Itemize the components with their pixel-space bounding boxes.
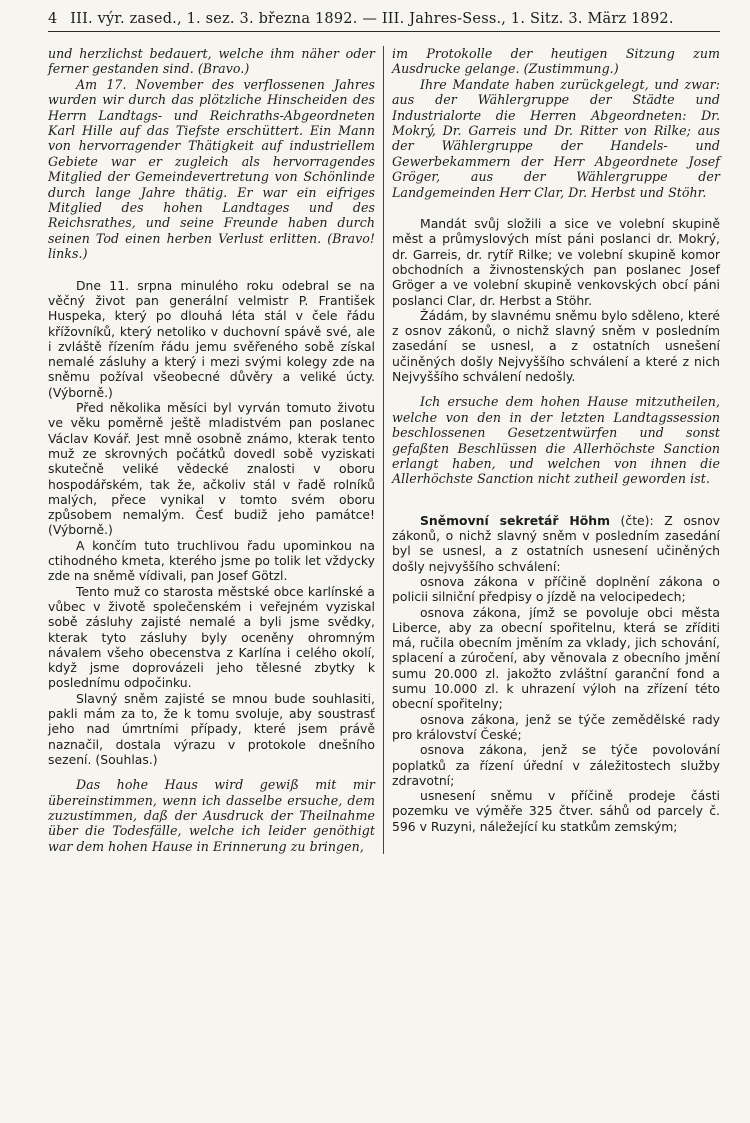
page-number: 4 (48, 11, 58, 27)
two-column-body (48, 46, 720, 854)
speaker-name: Sněmovní sekretář Höhm (420, 512, 611, 528)
left-column-paragraph: A končím tuto truchlivou řadu upominkou na ctihodného kmeta, kterého jsme po tolik let vždycky zde na sněmě vídivali, pan Josef Götzl. (48, 537, 375, 584)
left-column-paragraph: Das hohe Haus wird gewiß mit mir übereinstimmen, wenn ich dasselbe ersuche, dem zuzustimmen, daß der Ausdruck der Theilnahme über die Todesfälle, welche ich leider genöthigt war dem hohen Hause in Erinnerung zu bringen, (48, 777, 375, 854)
left-column-paragraph: und herzlichst bedauert, welche ihm näher oder ferner gestanden sind. (Bravo.) (48, 46, 375, 77)
right-column-paragraph: usnesení sněmu v příčině prodeje části pozemku ve výměře 325 čtver. sáhů od parcely č. 596 v Ruzyni, náležející ku statkům zemským; (392, 788, 720, 834)
right-column-paragraph (392, 513, 720, 574)
right-column-paragraph: osnova zákona, jenž se týče povolování poplatků za řízení úřední v záležitostech služby zdravotní; (392, 742, 720, 788)
right-column-paragraph: osnova zákona, jenž se týče zemědělské rady pro království České; (392, 711, 720, 742)
right-column-paragraph: Mandát svůj složili a sice ve volební skupině měst a průmyslových míst páni poslanci dr. Mokrý, dr. Garreis, dr. rytíř Rilke; ve volební skupině komor obchodních a živnostenských pan poslanec Josef Gröger a ve volební skupině venkovských obcí páni poslanci Clar, dr. Herbst a Stöhr. (392, 216, 720, 308)
right-column-paragraph: Ich ersuche dem hohen Hause mitzutheilen, welche von den in der letzten Landtagssession beschlossenen Gesetzentwürfen und sonst gefaßten Beschlüssen die Allerhöchste Sanction erlangt haben, und welchen von ihnen die Allerhöchste Sanction nicht zutheil geworden ist. (392, 394, 720, 487)
left-column-paragraph: Dne 11. srpna minulého roku odebral se na věčný život pan generální velmistr P. František Huspeka, který po dlouhá léta stál v čele řádu křížovníků, který netoliko v duchovní spávě své, ale i zvláště řízením řádu jemu svěřeného sobě získal nemalé zásluhy a který i mezi svými kolegy zde na sněmu požíval všeobecné důvěry a veliké úcty. (Výborně.) (48, 277, 375, 400)
running-head-text: III. výr. zased., 1. sez. 3. března 1892. — III. Jahres-Sess., 1. Sitz. 3. März 1892. (70, 11, 674, 27)
right-column-paragraph: Ihre Mandate haben zurückgelegt, und zwar: aus der Wählergruppe der Städte und Industrialorte die Herren Abgeordneten: Dr. Mokrý, Dr. Garreis und Dr. Ritter von Rilke; aus der Wählergruppe der Handels- und Gewerbekammern der Herr Abgeordnete Josef Gröger, aus der Wählergruppe der Landgemeinden Herr Clar, Dr. Herbst und Stöhr. (392, 76, 720, 200)
right-column-paragraph: osnova zákona v příčině doplnění zákona o policii silniční předpisy o jízdě na velocipedech; (392, 573, 720, 605)
right-column-paragraph: im Protokolle der heutigen Sitzung zum Ausdrucke gelange. (Zustimmung.) (392, 46, 720, 77)
right-column (384, 46, 720, 854)
paragraph-text: (čte): Z osnov zákonů, o nichž slavný sněm v posledním zasedání byl se usnesl, a z ostatních usnesení učiněných došly nejvyššího schválení: (392, 512, 720, 574)
running-header (48, 10, 720, 32)
right-column-paragraph: osnova zákona, jímž se povoluje obci města Liberce, aby za obecní spořitelnu, která se zříditi má, ručila obecním jměním za vklady, jich schování, splacení a zúročení, aby věnovala z obecního jmění sumu 20.000 zl. jakožto zvláštní garanční fond a sumu 10.000 zl. k uhrazení výloh na zřízení této obecní spořitelny; (392, 604, 720, 712)
left-column-paragraph: Slavný sněm zajisté se mnou bude souhlasiti, pakli mám za to, že k tomu svoluje, aby soustrasť jeho nad úmrtními případy, které jsem právě naznačil, dostala výrazu v protokole dnešního sezení. (Souhlas.) (48, 690, 375, 767)
left-column (48, 46, 384, 854)
left-column-paragraph: Am 17. November des verflossenen Jahres wurden wir durch das plötzliche Hinscheiden des Herrn Landtags- und Reichraths-Abgeordneten Karl Hille auf das Tiefste erschüttert. Ein Mann von hervorragender Thätigkeit auf industriellem Gebiete war er zugleich als hervorragendes Mitglied der Gemeindevertretung von Schönlinde durch lange Jahre thätig. Er war ein eifriges Mitglied des hohen Landtages und des Reichsrathes, und seine Freunde haben durch seinen Tod einen herben Verlust erlitten. (Bravo! links.) (48, 76, 375, 262)
left-column-paragraph: Tento muž co starosta městské obce karlínské a vůbec v životě společenském i veřejném vyziskal sobě zásluhy zajisté nemalé a byli jsme svědky, kterak tyto zásluhy byly oceněny ohromným návalem všeho obecenstva z Karlína i celého okolí, když jsme doprovázeli jeho tělesné zbytky k poslednímu odpočinku. (48, 583, 375, 691)
right-column-paragraph: Žádám, by slavnému sněmu bylo sděleno, které z osnov zákonů, o nichž slavný sněm v posledním zasedání se usnesl, a z ostatních usnešení učiněných došly Nejvyššího schválení a které z nich Nejvyššího schválení nedošly. (392, 307, 720, 385)
left-column-paragraph: Před několika měsíci byl vyrván tomuto životu ve věku poměrně ještě mladistvém pan poslanec Václav Kovář. Jest mně osobně známo, kterak tento muž ze skrovných počátků dovedl sobě vyziskati skutečně veliké vědecké znalosti v oboru hospodářském, tak že, ačkoliv stál v řadě rolníků malých, přece vynikal v tomto svém oboru způsobem nemalým. Česť budiž jeho památce! (Výborně.) (48, 400, 375, 538)
